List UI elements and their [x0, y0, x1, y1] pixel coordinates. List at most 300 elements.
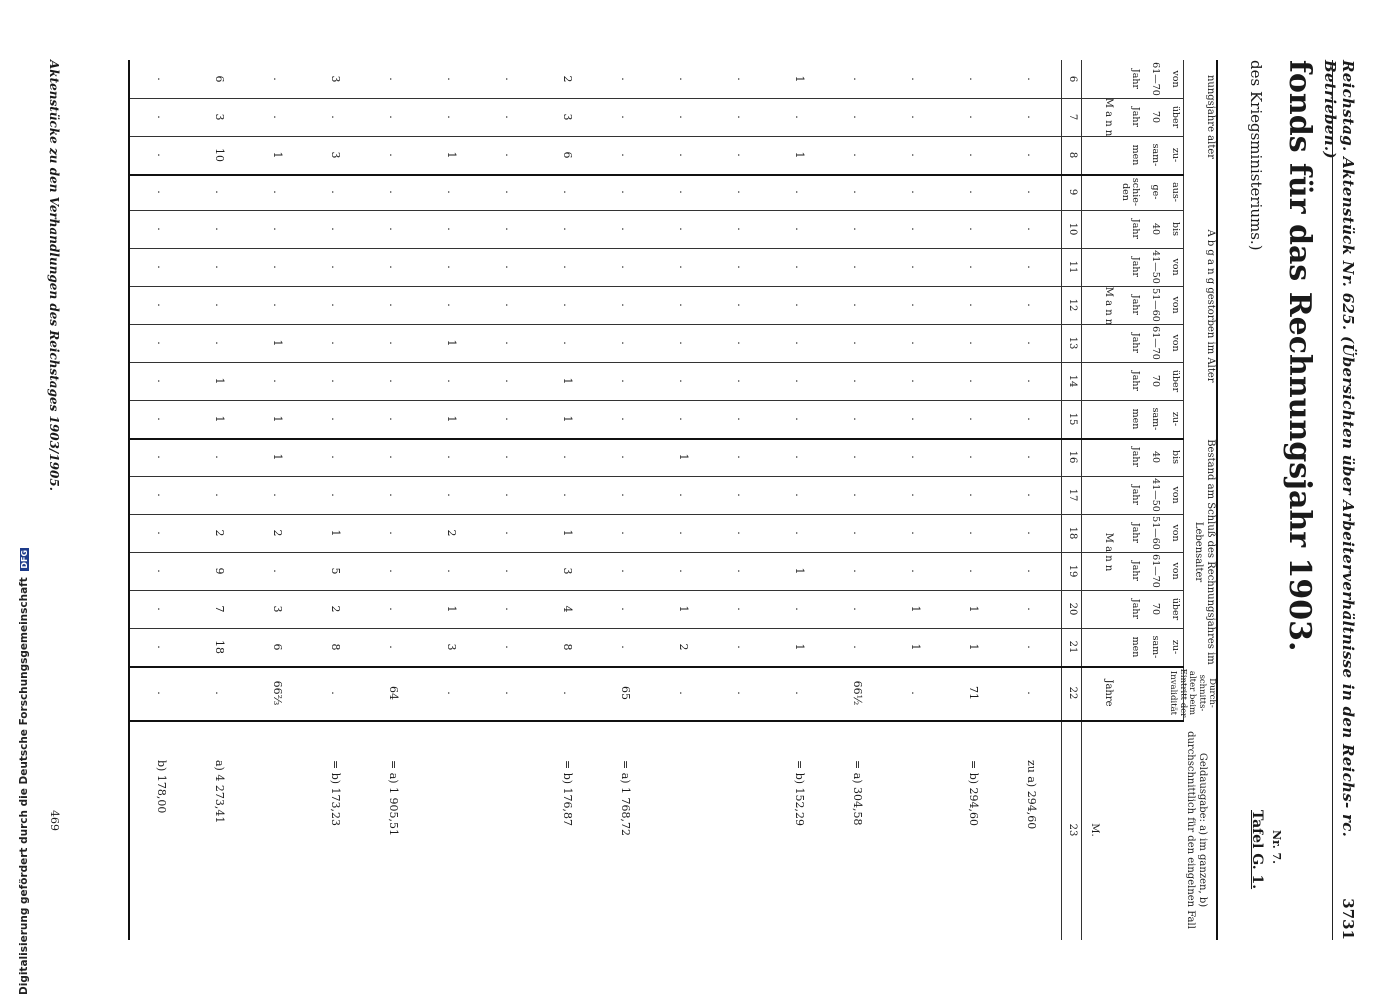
table-cell: . — [387, 341, 400, 345]
table-cell: . — [503, 227, 516, 231]
dfg-logo: DFG — [20, 549, 29, 569]
table-cell: . — [793, 190, 806, 194]
table-cell: . — [329, 115, 342, 119]
table-cell: . — [1025, 607, 1038, 611]
table-cell: . — [909, 493, 922, 497]
table-cell: . — [1025, 265, 1038, 269]
table-cell: . — [503, 379, 516, 383]
table-cell: 1 — [793, 151, 806, 159]
column-number: 11 — [1067, 260, 1078, 274]
column-subheader: zu- — [1170, 639, 1181, 655]
table-cell: . — [851, 379, 864, 383]
tafel-label: Tafel G. 1. — [1249, 810, 1265, 890]
column-subheader: ge- — [1150, 184, 1161, 200]
table-cell: . — [735, 379, 748, 383]
table-cell: 4 — [561, 605, 574, 613]
table-cell: . — [967, 531, 980, 535]
column-subheader: zu- — [1170, 411, 1181, 427]
table-cell: 3 — [271, 605, 284, 613]
table-cell: . — [735, 607, 748, 611]
table-cell: . — [909, 227, 922, 231]
table-cell: . — [793, 379, 806, 383]
table-cell: . — [445, 455, 458, 459]
table-cell: . — [503, 645, 516, 649]
table-cell: 1 — [213, 377, 226, 385]
table-cell: . — [271, 227, 284, 231]
column-subheader: bis — [1170, 222, 1181, 236]
table-cell: . — [387, 493, 400, 497]
table-cell: . — [213, 455, 226, 459]
table-cell: . — [271, 77, 284, 81]
dfg-notice-text: Digitalisierung gefördert durch die Deutsche Forschungsgemeinschaft — [18, 577, 30, 995]
table-cell: . — [445, 265, 458, 269]
table-cell: . — [677, 153, 690, 157]
table-cell: 2 — [329, 605, 342, 613]
table-cell: . — [503, 417, 516, 421]
column-subheader: men — [1130, 636, 1141, 658]
column-number: 13 — [1067, 336, 1078, 350]
table-cell: . — [1025, 379, 1038, 383]
table-cell: . — [503, 531, 516, 535]
table-cell: . — [445, 303, 458, 307]
column-number: 20 — [1067, 602, 1078, 616]
table-cell: 7 — [213, 605, 226, 613]
average-age-cell: . — [213, 691, 226, 695]
table-cell: . — [1025, 645, 1038, 649]
table-cell: 5 — [329, 567, 342, 575]
table-cell: . — [735, 569, 748, 573]
money-cell: zu a) 294,60 — [1025, 760, 1038, 830]
column-subheader: Jahr — [1130, 446, 1141, 468]
table-cell: . — [503, 607, 516, 611]
header-rule — [1332, 60, 1333, 940]
table-cell: 1 — [271, 453, 284, 461]
column-subheader: 70 — [1150, 110, 1161, 124]
average-age-cell: . — [909, 691, 922, 695]
average-age-cell: 65 — [619, 686, 632, 700]
table-cell: . — [677, 493, 690, 497]
table-cell: . — [735, 455, 748, 459]
average-age-cell: . — [445, 691, 458, 695]
column-number: 21 — [1067, 640, 1078, 654]
average-age-cell: . — [793, 691, 806, 695]
number-row-rule — [1061, 60, 1062, 940]
table-cell: 6 — [271, 643, 284, 651]
table-cell: . — [677, 303, 690, 307]
table-cell: . — [213, 341, 226, 345]
table-cell: . — [271, 265, 284, 269]
table-cell: . — [213, 493, 226, 497]
table-cell: . — [677, 417, 690, 421]
column-number: 10 — [1067, 222, 1078, 236]
column-subheader: 70 — [1150, 602, 1161, 616]
table-cell: . — [1025, 227, 1038, 231]
table-cell: 1 — [213, 415, 226, 423]
table-cell: . — [213, 303, 226, 307]
column-subheader: 51—60 — [1150, 516, 1161, 550]
table-cell: . — [967, 265, 980, 269]
column-subheader: 41—50 — [1150, 250, 1161, 284]
section-bestand-label: Bestand am Schluß des Rechnungsjahres im Lebensalter — [1193, 439, 1216, 665]
table-cell: . — [735, 531, 748, 535]
table-cell: 1 — [561, 529, 574, 537]
table-cell: . — [155, 379, 168, 383]
table-cell: 3 — [561, 567, 574, 575]
table-cell: 1 — [677, 453, 690, 461]
table-cell: 1 — [445, 339, 458, 347]
table-cell: 1 — [445, 151, 458, 159]
column-number: 12 — [1067, 298, 1078, 312]
table-cell: . — [561, 190, 574, 194]
table-cell: . — [1025, 115, 1038, 119]
column-subheader: 40 — [1150, 222, 1161, 236]
table-cell: . — [677, 77, 690, 81]
table-cell: . — [967, 417, 980, 421]
table-cell: . — [851, 493, 864, 497]
column-subheader: 51—60 — [1150, 288, 1161, 322]
table-cell: . — [793, 417, 806, 421]
table-cell: . — [561, 303, 574, 307]
table-cell: . — [619, 607, 632, 611]
table-cell: 2 — [561, 75, 574, 83]
jahre-label: Jahre — [1103, 679, 1114, 707]
table-cell: . — [909, 115, 922, 119]
table-cell: . — [735, 493, 748, 497]
mann-label: M a n n — [1103, 532, 1114, 572]
average-age-cell: . — [1025, 691, 1038, 695]
table-cell: 2 — [677, 643, 690, 651]
table-cell: . — [387, 190, 400, 194]
table-cell: . — [677, 379, 690, 383]
table-cell: . — [387, 379, 400, 383]
table-cell: . — [155, 115, 168, 119]
table-cell: . — [851, 303, 864, 307]
table-cell: 1 — [271, 415, 284, 423]
table-cell: 8 — [329, 643, 342, 651]
table-cell: . — [155, 569, 168, 573]
table-cell: . — [271, 379, 284, 383]
column-number: 23 — [1067, 823, 1078, 837]
table-cell: . — [329, 417, 342, 421]
section-geld-label: Geldausgabe: a) im ganzen, b) durchschnittlich für den eingelnen Fall — [1185, 731, 1208, 929]
table-cell: . — [561, 227, 574, 231]
table-cell: . — [793, 341, 806, 345]
footer-text: Aktenstücke zu den Verhandlungen des Reichstages 1903/1905. — [47, 60, 61, 491]
table-cell: 18 — [213, 640, 226, 654]
table-cell: . — [735, 77, 748, 81]
table-cell: . — [155, 190, 168, 194]
table-cell: . — [793, 531, 806, 535]
table-cell: . — [503, 77, 516, 81]
column-subheader: Jahr — [1130, 560, 1141, 582]
running-title: Reichstag. Aktenstück Nr. 625. (Übersichten über Arbeiterverhältnisse in den Reichs- rc. Betrieben.) — [1321, 60, 1357, 838]
column-subheader: über — [1170, 369, 1181, 393]
table-cell: . — [851, 607, 864, 611]
table-cell: . — [561, 265, 574, 269]
table-cell: . — [677, 227, 690, 231]
table-cell: . — [619, 77, 632, 81]
table-cell: . — [793, 303, 806, 307]
column-number: 17 — [1067, 488, 1078, 502]
average-age-cell: 64 — [387, 686, 400, 700]
table-cell: 1 — [445, 605, 458, 613]
table-cell: . — [793, 493, 806, 497]
column-subheader: von — [1170, 562, 1181, 580]
section-left-label: nungsjahre alter — [1205, 74, 1216, 160]
average-age-cell: . — [561, 691, 574, 695]
column-divider — [130, 720, 1184, 722]
money-cell: = a) 1 905,51 — [387, 760, 400, 837]
column-subheader: über — [1170, 105, 1181, 129]
table-cell: . — [155, 77, 168, 81]
average-age-cell: . — [735, 691, 748, 695]
table-cell: 1 — [793, 75, 806, 83]
column-number: 14 — [1067, 374, 1078, 388]
table-cell: . — [387, 77, 400, 81]
table-cell: . — [967, 190, 980, 194]
table-cell: . — [1025, 341, 1038, 345]
page-subtitle: des Kriegsministeriums.) — [1247, 60, 1265, 251]
table-cell: . — [155, 303, 168, 307]
table-cell: . — [735, 265, 748, 269]
table-cell: 2 — [271, 529, 284, 537]
section-abgang-label: A b g a n g gestorben im Alter — [1205, 229, 1216, 383]
table-cell: . — [793, 227, 806, 231]
table-cell: 1 — [271, 151, 284, 159]
column-number: 7 — [1067, 113, 1078, 121]
table-cell: . — [445, 190, 458, 194]
table-cell: . — [445, 227, 458, 231]
table-cell: . — [851, 115, 864, 119]
table-cell: . — [735, 341, 748, 345]
table-cell: . — [619, 379, 632, 383]
table-cell: . — [329, 265, 342, 269]
table-cell: . — [619, 190, 632, 194]
table-cell: . — [561, 455, 574, 459]
table-cell: . — [619, 265, 632, 269]
table-cell: . — [213, 265, 226, 269]
table-cell: . — [735, 190, 748, 194]
table-cell: . — [1025, 455, 1038, 459]
table-cell: . — [793, 115, 806, 119]
table-cell: . — [735, 645, 748, 649]
table-cell: . — [387, 153, 400, 157]
table-cell: . — [909, 531, 922, 535]
column-subheader: von — [1170, 296, 1181, 314]
table-cell: . — [155, 455, 168, 459]
table-cell: . — [155, 265, 168, 269]
table-cell: . — [1025, 77, 1038, 81]
table-cell: . — [387, 417, 400, 421]
column-subheader: zu- — [1170, 147, 1181, 163]
column-subheader: 61—70 — [1150, 554, 1161, 588]
average-age-cell: . — [503, 691, 516, 695]
table-cell: . — [619, 303, 632, 307]
table-cell: . — [271, 115, 284, 119]
table-cell: . — [967, 77, 980, 81]
table-cell: 2 — [213, 529, 226, 537]
table-cell: . — [967, 341, 980, 345]
table-cell: . — [1025, 190, 1038, 194]
table-cell: . — [677, 115, 690, 119]
average-age-cell: . — [155, 691, 168, 695]
column-subheader: 61—70 — [1150, 62, 1161, 96]
table-cell: . — [213, 190, 226, 194]
table-cell: . — [735, 303, 748, 307]
table-cell: . — [1025, 303, 1038, 307]
table-cell: 1 — [329, 529, 342, 537]
average-age-cell: 66½ — [851, 680, 864, 706]
mann-label: M a n n — [1103, 286, 1114, 326]
table-cell: . — [619, 227, 632, 231]
column-subheader: von — [1170, 70, 1181, 88]
table-cell: . — [503, 153, 516, 157]
table-cell: . — [445, 115, 458, 119]
table-cell: . — [155, 531, 168, 535]
table-cell: . — [271, 493, 284, 497]
column-subheader: 40 — [1150, 450, 1161, 464]
column-number: 8 — [1067, 151, 1078, 159]
average-age-cell: . — [329, 691, 342, 695]
table-cell: . — [735, 115, 748, 119]
table-cell: . — [967, 227, 980, 231]
column-number: 18 — [1067, 526, 1078, 540]
table-cell: . — [909, 417, 922, 421]
table-cell: 1 — [909, 605, 922, 613]
table-cell: . — [735, 417, 748, 421]
table-cell: . — [735, 153, 748, 157]
table-cell: . — [445, 493, 458, 497]
table-cell: 1 — [967, 643, 980, 651]
table-cell: . — [329, 379, 342, 383]
table-cell: . — [329, 455, 342, 459]
table-cell: . — [851, 153, 864, 157]
column-subheader: Jahr — [1130, 68, 1141, 90]
table-cell: 8 — [561, 643, 574, 651]
table-cell: . — [619, 417, 632, 421]
column-number: 16 — [1067, 450, 1078, 464]
average-age-cell: . — [677, 691, 690, 695]
column-number: 6 — [1067, 75, 1078, 83]
table-cell: 3 — [329, 151, 342, 159]
table-cell: . — [271, 303, 284, 307]
column-subheader: Jahr — [1130, 370, 1141, 392]
table-cell: . — [851, 455, 864, 459]
column-subheader: von — [1170, 258, 1181, 276]
table-cell: . — [851, 645, 864, 649]
column-subheader: Jahr — [1130, 332, 1141, 354]
table-cell: . — [387, 303, 400, 307]
table-cell: . — [387, 227, 400, 231]
table-cell: . — [909, 569, 922, 573]
average-age-cell: 71 — [967, 686, 980, 700]
table-cell: . — [329, 341, 342, 345]
column-number: 22 — [1067, 686, 1078, 700]
table-cell: . — [909, 455, 922, 459]
table-cell: 1 — [561, 377, 574, 385]
table-cell: . — [793, 455, 806, 459]
table-cell: . — [503, 341, 516, 345]
column-subheader: Jahr — [1130, 218, 1141, 240]
column-subheader: aus- — [1170, 182, 1181, 202]
table-cell: 3 — [445, 643, 458, 651]
table-cell: . — [677, 531, 690, 535]
table-cell: . — [967, 115, 980, 119]
table-cell: . — [619, 569, 632, 573]
column-subheader: Jahr — [1130, 256, 1141, 278]
mann-label: M a n n — [1103, 97, 1114, 137]
table-cell: . — [387, 455, 400, 459]
table-cell: . — [387, 115, 400, 119]
table-cell: . — [851, 569, 864, 573]
table-cell: . — [445, 77, 458, 81]
table-cell: 1 — [561, 415, 574, 423]
table-cell: . — [909, 190, 922, 194]
section-durchschnitt-label: Durch-schnitts-alter beim Eintritt der Invalidität — [1167, 668, 1217, 718]
table-cell: . — [561, 493, 574, 497]
header-top-rule — [1216, 60, 1218, 940]
table-cell: 1 — [909, 643, 922, 651]
table-cell: . — [213, 227, 226, 231]
footer-page-number: 469 — [48, 810, 61, 831]
table-cell: . — [387, 265, 400, 269]
table-cell: . — [503, 455, 516, 459]
table-cell: . — [503, 493, 516, 497]
table-cell: . — [619, 115, 632, 119]
table-cell: . — [677, 265, 690, 269]
money-cell: = b) 173,23 — [329, 760, 342, 827]
table-cell: 3 — [561, 113, 574, 121]
table-cell: . — [445, 569, 458, 573]
table-cell: . — [793, 607, 806, 611]
table-cell: . — [503, 265, 516, 269]
table-cell: . — [967, 569, 980, 573]
table-cell: . — [677, 569, 690, 573]
table-cell: 3 — [213, 113, 226, 121]
table-cell: . — [851, 417, 864, 421]
table-cell: . — [1025, 569, 1038, 573]
page-title: fonds für das Rechnungsjahr 1903. — [1282, 60, 1317, 652]
table-cell: 1 — [445, 415, 458, 423]
table-cell: . — [1025, 531, 1038, 535]
table-cell: . — [851, 77, 864, 81]
table-cell: . — [735, 227, 748, 231]
table-bottom-rule — [128, 60, 130, 940]
column-subheader: über — [1170, 597, 1181, 621]
table-cell: . — [271, 190, 284, 194]
column-subheader: Jahr — [1130, 522, 1141, 544]
table-cell: 3 — [329, 75, 342, 83]
column-subheader: 61—70 — [1150, 326, 1161, 360]
table-cell: 6 — [561, 151, 574, 159]
table-cell: . — [967, 493, 980, 497]
table-cell: . — [155, 227, 168, 231]
table-cell: . — [967, 455, 980, 459]
mark-label: M. — [1089, 823, 1100, 837]
table-cell: . — [619, 341, 632, 345]
table-cell: 1 — [967, 605, 980, 613]
money-cell: a) 4 273,41 — [213, 760, 226, 824]
table-cell: . — [155, 153, 168, 157]
table-cell: . — [851, 531, 864, 535]
table-cell: 6 — [213, 75, 226, 83]
nr-label: Nr. 7. — [1270, 830, 1283, 864]
table-cell: . — [387, 645, 400, 649]
table-cell: . — [503, 569, 516, 573]
column-subheader: Jahr — [1130, 294, 1141, 316]
table-cell: . — [909, 379, 922, 383]
table-cell: . — [909, 341, 922, 345]
